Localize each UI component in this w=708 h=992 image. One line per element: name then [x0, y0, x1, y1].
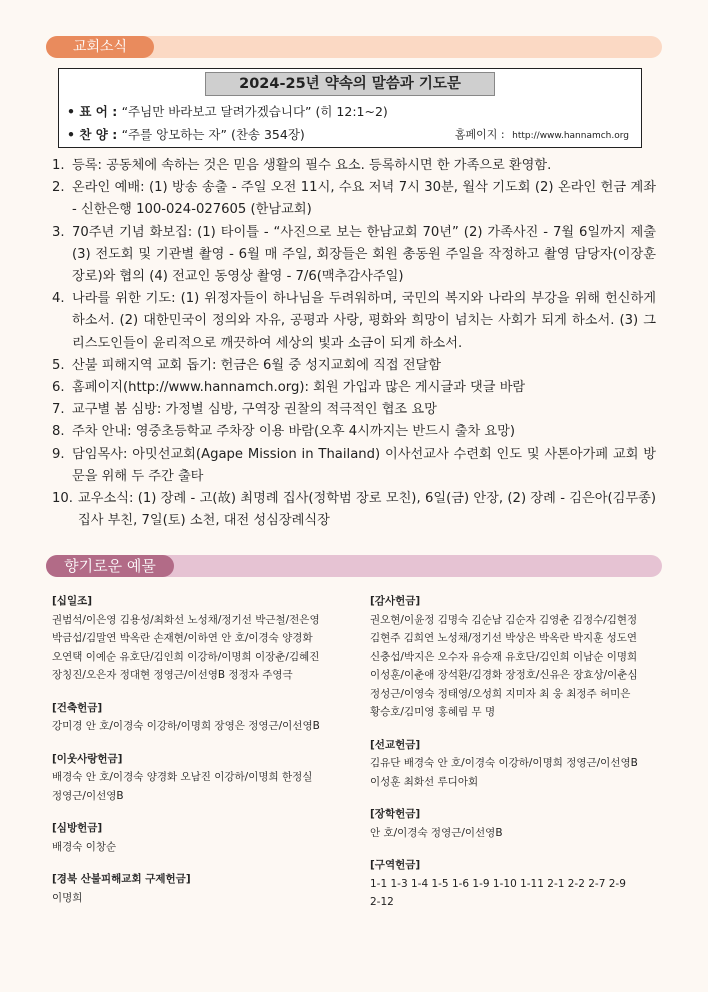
verse-box-title: 2024-25년 약속의 말씀과 기도문	[205, 72, 495, 96]
offering-group	[370, 856, 660, 912]
offering-group	[52, 870, 357, 907]
news-item-number: 10.	[52, 491, 73, 507]
offering-group	[370, 805, 660, 842]
motto-text: “주님만 바라보고 달려가겠습니다” (히 12:1~2)	[121, 104, 388, 119]
news-item-number: 2.	[52, 180, 65, 196]
news-list	[52, 155, 656, 532]
news-item-text: 산불 피해지역 교회 돕기: 헌금은 6월 중 성지교회에 직접 전달함	[72, 357, 442, 373]
news-item-number: 7.	[52, 402, 65, 418]
news-item	[52, 399, 656, 421]
offering-group	[52, 592, 357, 685]
verse-box	[58, 68, 642, 148]
motto-line	[67, 102, 388, 120]
news-item	[52, 222, 656, 289]
news-item-text: 교구별 봄 심방: 가정별 심방, 구역장 권찰의 적극적인 협조 요망	[72, 402, 437, 418]
hymn-line	[67, 125, 305, 143]
offering-names: 배경숙 안 호/이경숙 양경화 오남진 이강하/이명희 한정실 정영근/이선영B	[52, 771, 313, 802]
news-item-number: 1.	[52, 158, 65, 173]
news-item	[52, 421, 656, 443]
news-item	[52, 444, 656, 488]
offering-heading: [감사헌금]	[370, 595, 421, 607]
offering-heading: [구역헌금]	[370, 859, 421, 871]
section-bar-offerings	[46, 555, 662, 577]
news-item	[52, 488, 656, 532]
offering-names: 김유단 배경숙 안 호/이경숙 이강하/이명희 정영근/이선영B 이성훈 최화선 루디아회	[370, 757, 638, 788]
offering-names: 강미경 안 호/이경숙 이강하/이명희 장영은 정영근/이선영B	[52, 720, 320, 732]
offering-heading: [심방헌금]	[52, 822, 103, 834]
news-item-number: 3.	[52, 224, 65, 240]
section-bar-church-news	[46, 36, 662, 58]
news-item-text: 온라인 예배: (1) 방송 송출 - 주일 오전 11시, 수요 저녁 7시 30분, 월삭 기도회 (2) 온라인 헌금 계좌 - 신한은행 100-024-027605 (한남교회)	[72, 180, 656, 218]
offering-group	[52, 819, 357, 856]
news-item-text: 등록: 공동체에 속하는 것은 믿음 생활의 필수 요소. 등록하시면 한 가족으로 환영함.	[72, 158, 552, 173]
hymn-text: “주를 앙모하는 자” (찬송 354장)	[121, 127, 305, 142]
homepage-info	[455, 126, 629, 142]
offering-heading: [이웃사랑헌금]	[52, 752, 123, 765]
news-item-text: 70주년 기념 화보집: (1) 타이틀 - “사진으로 보는 한남교회 70년” (2) 가족사진 - 7월 6일까지 제출 (3) 전도회 및 기관별 촬영 - 6월 매 주일, 회장들은 회원 총동원 주일을 작정하고 촬영 담당자(이장훈 장로)와 협의 (4) 전교인 동영상 촬영 - 7/6(맥추감사주일)	[72, 224, 656, 285]
offering-names: 배경숙 이창순	[52, 840, 117, 853]
offering-group	[52, 699, 357, 736]
offering-names: 권오현/이윤정 김명숙 김순남 김순자 김영춘 김정수/김현정 김현주 김희연 노성채/정기선 박상은 박옥란 박지훈 성도연 신충섭/박지은 오수자 유승재 유호단/김인희 이남순 이명희 이성훈/이춘애 장석환/김경화 장정호/신유은 장효상/이춘심 정성근/이영숙 정태영/오성희 지미자 최 웅 최정주 허미은 황승호/김미영 홍혜림 무 명	[370, 613, 638, 718]
news-item-text: 주차 안내: 영중초등학교 주차장 이용 바람(오후 4시까지는 반드시 출차 요망)	[72, 424, 516, 440]
offering-names: 이명희	[52, 891, 83, 904]
news-item-text: 홈페이지(http://www.hannamch.org): 회원 가입과 많은 게시글과 댓글 바람	[72, 380, 526, 396]
offering-heading: [선교헌금]	[370, 738, 421, 751]
section-title-offerings: 향기로운 예물	[46, 555, 174, 577]
homepage-label: 홈페이지 :	[454, 128, 505, 141]
news-item	[52, 377, 656, 399]
news-item-number: 9.	[52, 446, 65, 462]
news-item	[52, 288, 656, 355]
offerings-column-right	[370, 592, 660, 926]
news-item-number: 6.	[52, 380, 65, 396]
offering-group	[370, 592, 660, 722]
homepage-link[interactable]: http://www.hannamch.org	[512, 131, 629, 141]
offerings-column-left	[52, 592, 357, 921]
offering-group	[52, 750, 357, 806]
news-item-text: 나라를 위한 기도: (1) 위정자들이 하나님을 두려워하며, 국민의 복지와 나라의 부강을 위해 헌신하게 하소서. (2) 대한민국이 정의와 자유, 공평과 사랑, 평화와 희망이 넘치는 사회가 되게 하소서. (3) 그리스도인들이 윤리적으로 깨끗하여 세상의 빛과 소금이 되게 하소서.	[72, 291, 656, 351]
news-item	[52, 177, 656, 221]
offering-names: 권범석/이은영 김용성/최화선 노성채/정기선 박근철/전은영 박금섭/김말연 박옥란 손재현/이하연 안 호/이경숙 양경화 오연택 이예순 유호단/김인희 이강하/이명희 이장춘/김혜진 장칭진/오은자 정대현 정영근/이선영B 정정자 주영극	[52, 613, 320, 681]
news-item-text: 교우소식: (1) 장례 - 고(故) 최명례 집사(정학범 장로 모친), 6일(금) 안장, (2) 장례 - 김은아(김무종) 집사 부친, 7일(토) 소천, 대전 성심장례식장	[78, 491, 656, 529]
offering-names: 1-1 1-3 1-4 1-5 1-6 1-9 1-10 1-11 2-1 2-2 2-7 2-9 2-12	[370, 877, 626, 908]
offering-names: 안 호/이경숙 정영근/이선영B	[370, 826, 503, 839]
offering-heading: [건축헌금]	[52, 701, 103, 714]
offering-heading: [장학헌금]	[370, 808, 421, 820]
news-item-number: 8.	[52, 424, 65, 440]
news-item-text: 담임목사: 아밋선교회(Agape Mission in Thailand) 이사선교사 수련회 인도 및 사톤아가페 교회 방문을 위해 두 주간 출타	[72, 446, 656, 484]
news-item	[52, 355, 656, 377]
motto-label: • 표 어 :	[67, 104, 118, 119]
offering-heading: [경북 산불피해교회 구제헌금]	[52, 873, 191, 885]
news-item-number: 4.	[52, 291, 65, 307]
hymn-label: • 찬 양 :	[67, 127, 118, 142]
offering-group	[370, 736, 660, 792]
news-item	[52, 155, 656, 177]
section-title-church-news: 교회소식	[46, 36, 154, 58]
news-item-number: 5.	[52, 357, 65, 373]
offering-heading: [십일조]	[52, 595, 93, 607]
